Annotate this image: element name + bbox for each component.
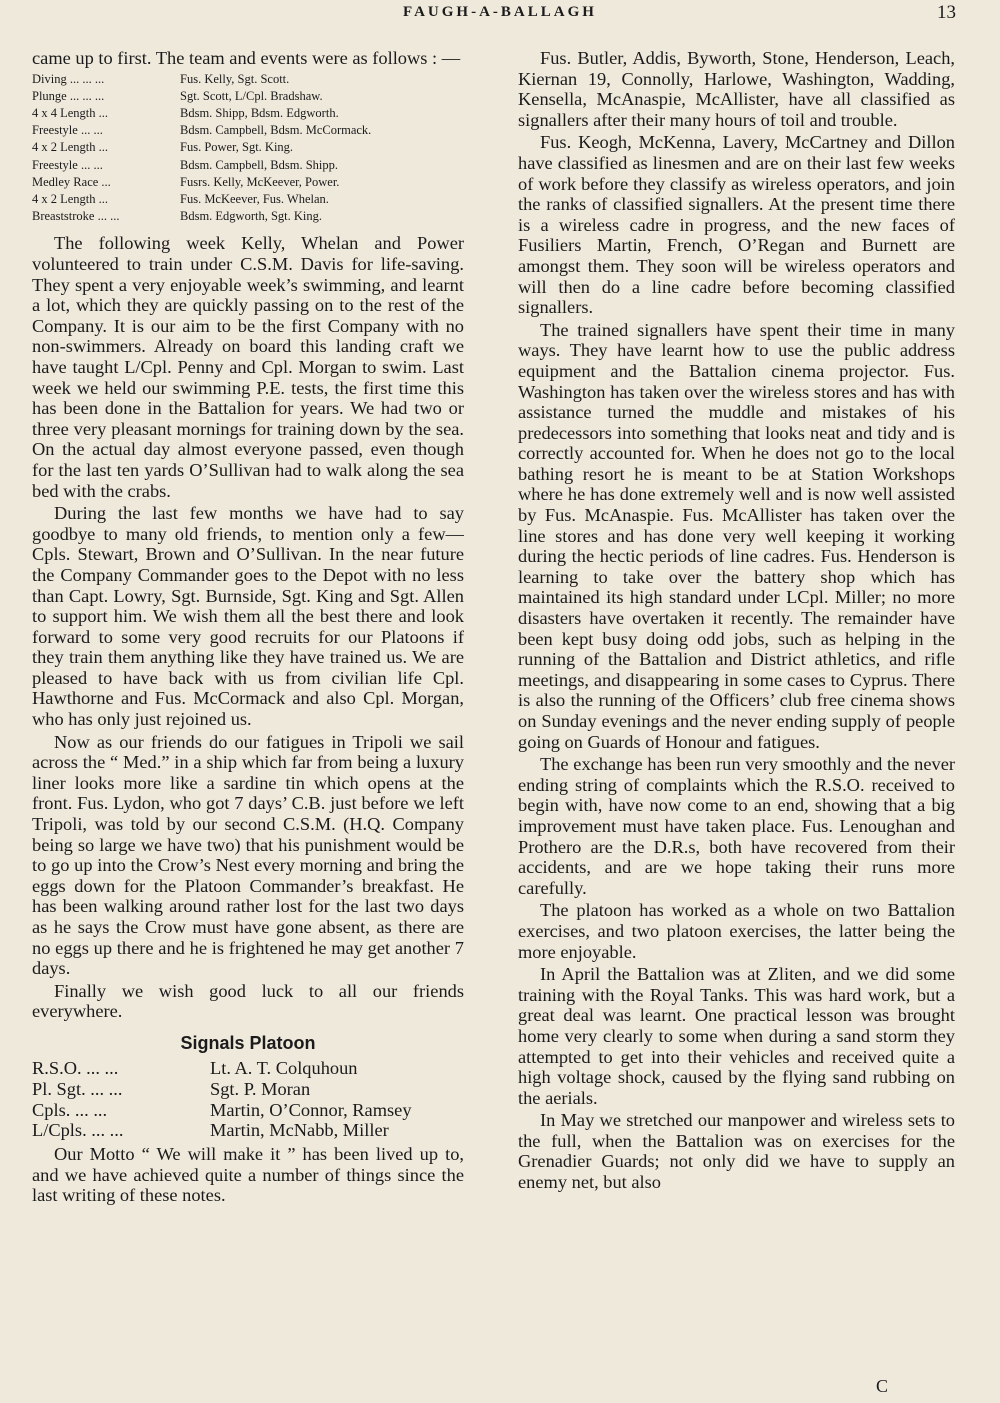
body-paragraph: During the last few months we have had to say goodbye to many old friends, to mention only a few—Cpls. Stewart, Brown and O’Sullivan. In the near future the Company Commander goes to the Depot with no less than Capt. Lowry, Sgt. Burnside, Sgt. King and Sgt. Allen to support him. We wish them all the best there and look forward to some very good recruits for our Platoons if they train them anything like they have trained us. We are pleased to have back with us from civilian life Cpl. Hawthorne and Fus. McCormack and also Cpl. Morgan, who has only just rejoined us. — [32, 503, 464, 730]
body-paragraph: The exchange has been run very smoothly and the never ending string of complaints which the R.S.O. received to begin with, have now come to an end, showing that a big improvement must have taken place. Fus. Lenoughan and Prothero are the D.R.s, both have recovered from their accidents, and are we hope taking their runs more carefully. — [518, 754, 955, 898]
event-team: Bdsm. Campbell, Bdsm. McCormack. — [180, 123, 372, 138]
intro-paragraph: came up to first. The team and events were as follows : — — [32, 48, 461, 68]
roster-row — [32, 1120, 464, 1141]
event-name: Plunge ... ... ... — [32, 88, 105, 103]
event-name: Freestyle ... ... — [32, 157, 103, 172]
event-team: Fus. Kelly, Sgt. Scott. — [180, 71, 290, 86]
event-team: Bdsm. Campbell, Bdsm. Shipp. — [180, 157, 339, 172]
event-team: Fus. Power, Sgt. King. — [180, 140, 294, 155]
event-row — [32, 157, 464, 174]
roster-row — [32, 1079, 464, 1100]
roster-names: Sgt. P. Moran — [210, 1078, 311, 1099]
body-paragraph: Fus. Keogh, McKenna, Lavery, McCartney and Dillon have classified as linesmen and are on their last few weeks of work before they classify as wireless operators, and join the ranks of classified signallers. At the present time there is a wireless cadre in progress, and the new faces of Fusiliers Martin, French, O’Regan and Burnett are amongst them. They soon will be wireless operators and will then do a line cadre before becoming classified signallers. — [518, 132, 955, 318]
event-row — [32, 208, 464, 225]
roster-names: Martin, McNabb, Miller — [210, 1120, 389, 1141]
event-name: Breaststroke ... ... — [32, 209, 120, 224]
platoon-roster — [32, 1058, 464, 1141]
event-team: Fus. McKeever, Fus. Whelan. — [180, 192, 329, 207]
body-paragraph: Fus. Butler, Addis, Byworth, Stone, Henderson, Leach, Kiernan 19, Connolly, Harlowe, Washington, Wadding, Kensella, McAnaspie, McAllister, have all classified as signallers after their many hours of toil and trouble. — [518, 48, 955, 130]
page-number: 13 — [937, 2, 956, 23]
event-row — [32, 71, 464, 88]
body-paragraph: The trained signallers have spent their time in many ways. They have learnt how to use the public address equipment and the Battalion cinema projector. Fus. Washington has taken over the wireless stores and has with assistance turned the muddle and mistakes of his predecessors into something that looks neat and tidy and is correctly accounted for. When he does not go to the local bathing resort he is meant to be at Station Workshops where he has done extremely well and is now well assisted by Fus. McAnaspie. Fus. McAllister has taken over the line stores and has done very well keeping it working during the hectic periods of line cadres. Fus. Henderson is learning to take over the battery shop which has maintained its high standard under LCpl. Miller; no more disasters have overtaken it recently. The remainder have been kept busy doing odd jobs, such as helping in the running of the Battalion and District athletics, and rifle meetings, and disappearing in some cases to Cyprus. There is also the running of the Officers’ club free cinema shows on Sunday evenings and the never ending supply of people going on Guards of Honour and fatigues. — [518, 319, 955, 752]
roster-role: L/Cpls. ... ... — [32, 1120, 124, 1141]
body-paragraph: Finally we wish good luck to all our friends everywhere. — [32, 980, 464, 1022]
event-team: Bdsm. Edgworth, Sgt. King. — [180, 209, 323, 224]
roster-role: Pl. Sgt. ... ... — [32, 1078, 123, 1099]
event-row — [32, 191, 464, 208]
event-team: Fusrs. Kelly, McKeever, Power. — [180, 174, 340, 189]
event-row — [32, 88, 464, 105]
body-paragraph: The platoon has worked as a whole on two Battalion exercises, and two platoon exercises, the latter being the more enjoyable. — [518, 900, 955, 962]
body-paragraph: In April the Battalion was at Zliten, and we did some training with the Royal Tanks. This was hard work, but a great deal was learnt. One practical lesson was brought home very clearly to some when during a sand storm they attempted to get into their vehicles and received quite a high voltage shock, caused by the flying sand rubbing on the aerials. — [518, 964, 955, 1108]
body-paragraph: Our Motto “ We will make it ” has been lived up to, and we have achieved quite a number of things since the last writing of these notes. — [32, 1144, 464, 1206]
roster-role: Cpls. ... ... — [32, 1099, 108, 1120]
event-team: Bdsm. Shipp, Bdsm. Edgworth. — [180, 106, 339, 120]
left-column — [32, 48, 464, 1373]
event-name: 4 x 2 Length ... — [32, 192, 109, 207]
running-title: FAUGH-A-BALLAGH — [403, 4, 597, 20]
right-column — [518, 48, 955, 1373]
event-name: 4 x 2 Length ... — [32, 140, 109, 155]
roster-role: R.S.O. ... ... — [32, 1057, 119, 1078]
event-name: Freestyle ... ... — [32, 123, 103, 138]
event-team: Sgt. Scott, L/Cpl. Bradshaw. — [180, 88, 323, 103]
event-name: Diving ... ... ... — [32, 71, 105, 86]
event-row — [32, 174, 464, 191]
event-row — [32, 105, 464, 122]
event-row — [32, 139, 464, 156]
event-name: 4 x 4 Length ... — [32, 106, 109, 120]
event-row — [32, 122, 464, 139]
roster-names: Martin, O’Connor, Ramsey — [210, 1099, 412, 1120]
roster-names: Lt. A. T. Colquhoun — [210, 1057, 358, 1078]
body-paragraph: In May we stretched our manpower and wireless sets to the full, when the Battalion was on exercises for the Grenadier Guards; not only did we have to supply an enemy net, but also — [518, 1110, 955, 1193]
event-name: Medley Race ... — [32, 174, 111, 189]
roster-row — [32, 1058, 464, 1079]
roster-row — [32, 1100, 464, 1121]
section-heading: Signals Platoon — [180, 1032, 316, 1053]
body-paragraph: The following week Kelly, Whelan and Power volunteered to train under C.S.M. Davis for life-saving. They spent a very enjoyable week’s swimming, and learnt a lot, which they are quickly passing on to the rest of the Company. It is our aim to be the first Company with no non-swimmers. Already on board this landing craft we have taught L/Cpl. Penny and Cpl. Morgan to swim. Last week we held our swimming P.E. tests, the first time this has been done in the Battalion for years. We had two or three very pleasant mornings for training down by the sea. On the actual day almost everyone passed, even though for the last ten yards O’Sullivan had to walk along the sea bed with the crabs. — [32, 233, 464, 501]
signature-mark: C — [875, 1376, 888, 1396]
body-paragraph: Now as our friends do our fatigues in Tripoli we sail across the “ Med.” in a ship which far from being a luxury liner looks more like a sardine tin which opens at the front. Fus. Lydon, who got 7 days’ C.B. just before we left Tripoli, was told by our second C.S.M. (H.Q. Company being so large we have two) that his punishment would be to go up into the Crow’s Nest every morning and bring the eggs down for the Platoon Commander’s breakfast. He has been walking around rather lost for the last two days as he says the Crow must have gone absent, as there are no eggs up there and he is frightened he may get another 7 days. — [32, 731, 464, 979]
events-table — [32, 71, 464, 226]
